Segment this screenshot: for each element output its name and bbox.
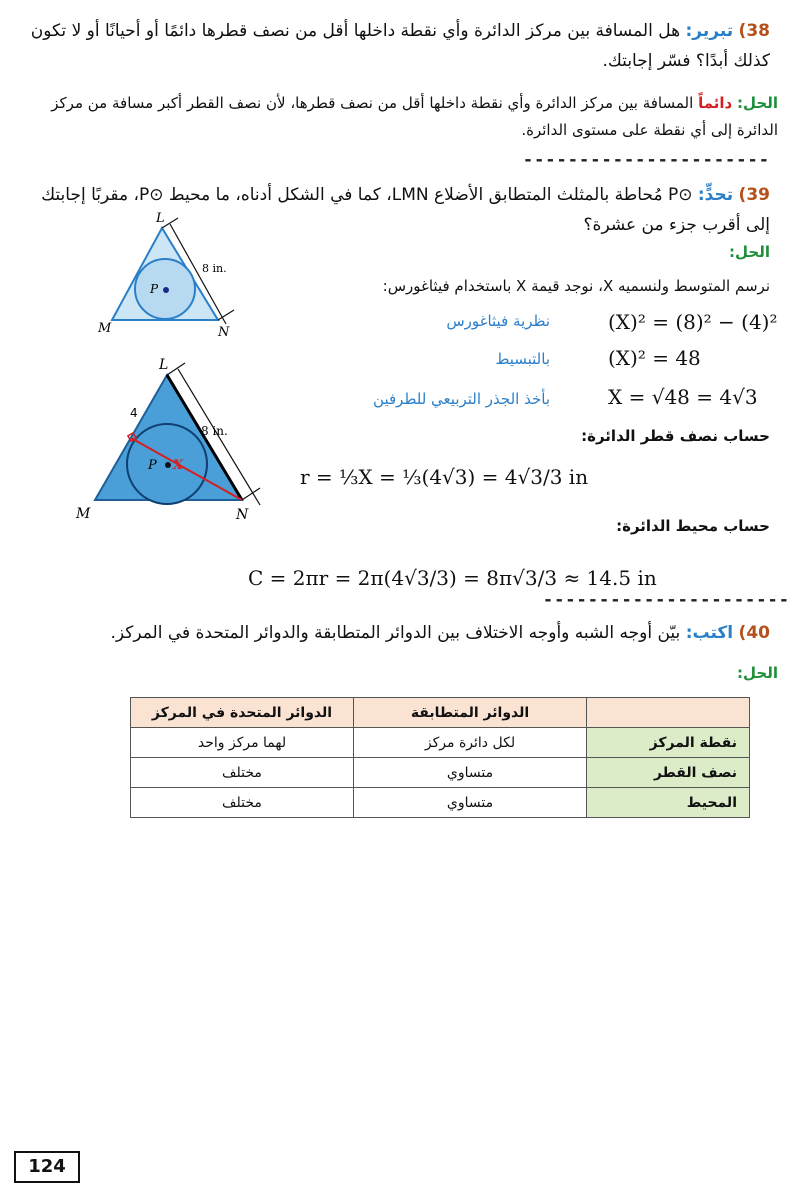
label-M: M xyxy=(98,321,112,336)
label-P: P xyxy=(150,282,159,296)
circumference-expression: C = 2πr = 2π(4√3/3) = 8π√3/3 ≈ 14.5 in xyxy=(248,566,657,590)
question-text: بيّن أوجه الشبه وأوجه الاختلاف بين الدوائر المتطابقة والدوائر المتحدة في المركز. xyxy=(110,623,681,643)
step-expression: (X)² = 48 xyxy=(608,346,701,370)
question-text: ⊙P مُحاطة بالمثلث المتطابق الأضلاع LMN، كما في الشكل أدناه، ما محيط ⊙P، مقربًا إجابتك إلى أقرب جزء من عشرة؟ xyxy=(41,185,770,235)
label-half: 4 xyxy=(130,406,138,420)
question-number: 40) xyxy=(738,623,770,643)
table-row xyxy=(131,728,750,758)
comparison-table xyxy=(130,697,750,818)
question-number: 39) xyxy=(738,185,770,205)
circumference-title: حساب محيط الدائرة: xyxy=(616,517,770,535)
table-header-cell xyxy=(587,698,750,728)
label-N: N xyxy=(218,325,230,340)
radius-title: حساب نصف قطر الدائرة: xyxy=(581,427,770,445)
radius-expression: r = ⅓X = ⅓(4√3) = 4√3/3 in xyxy=(300,465,589,489)
table-cell: لهما مركز واحد xyxy=(131,728,354,758)
row-header: نصف القطر xyxy=(587,758,750,788)
row-header: المحيط xyxy=(587,788,750,818)
table-header-cell: الدوائر المتطابقة xyxy=(354,698,587,728)
question-40 xyxy=(30,618,770,648)
table-row xyxy=(131,758,750,788)
question-number: 38) xyxy=(738,21,770,41)
table-cell: لكل دائرة مركز xyxy=(354,728,587,758)
question-tag: اكتب: xyxy=(685,623,734,643)
solution-label-39: الحل: xyxy=(729,243,770,261)
label-X: X xyxy=(173,458,184,473)
separator-2: ---------------------- xyxy=(542,590,790,610)
step-expression: X = √48 = 4√3 xyxy=(608,385,758,409)
question-tag: تحدٍّ: xyxy=(697,185,734,205)
triangle-figure-large xyxy=(70,355,270,525)
label-L: L xyxy=(159,357,169,373)
separator-1: ---------------------- xyxy=(522,150,770,170)
step-reason: نظرية فيثاغورس xyxy=(446,312,550,330)
table-row xyxy=(131,788,750,818)
label-M: M xyxy=(76,506,91,522)
question-tag: تبرير: xyxy=(685,21,734,41)
label-side: 8 in. xyxy=(202,262,227,275)
label-N: N xyxy=(236,507,249,523)
step-reason: بالتبسيط xyxy=(495,350,550,368)
center-point xyxy=(165,462,171,468)
solution-intro: نرسم المتوسط ولنسميه X، نوجد قيمة X باستخدام فيثاغورس: xyxy=(382,277,770,295)
step-expression: (X)² = (8)² − (4)² xyxy=(608,310,778,334)
table-cell: متساوي xyxy=(354,788,587,818)
label-L: L xyxy=(156,211,165,226)
solution-text: المسافة بين مركز الدائرة وأي نقطة داخلها أقل من نصف قطرها، لأن نصف القطر أكبر مسافة من مركز الدائرة إلى أي نقطة على مستوى الدائرة. xyxy=(51,94,778,139)
center-point xyxy=(163,287,169,293)
row-header: نقطة المركز xyxy=(587,728,750,758)
triangle-figure-small xyxy=(90,210,270,345)
solution-label-40: الحل: xyxy=(737,664,778,682)
answer-word: دائماً xyxy=(698,94,733,112)
table-header-cell: الدوائر المتحدة في المركز xyxy=(131,698,354,728)
label-P: P xyxy=(148,458,157,473)
table-cell: مختلف xyxy=(131,758,354,788)
table-header-row xyxy=(131,698,750,728)
solution-label: الحل: xyxy=(737,94,778,112)
label-side: 8 in. xyxy=(201,424,228,438)
table-cell: مختلف xyxy=(131,788,354,818)
question-38 xyxy=(30,16,770,76)
solution-38 xyxy=(18,90,778,144)
table-cell: متساوي xyxy=(354,758,587,788)
question-text: هل المسافة بين مركز الدائرة وأي نقطة داخلها أقل من نصف قطرها دائمًا أو أحيانًا أو لا تكون كذلك أبدًا؟ فسّر إجابتك. xyxy=(30,21,770,71)
page-number: 124 xyxy=(14,1151,80,1183)
step-reason: بأخذ الجذر التربيعي للطرفين xyxy=(373,390,550,408)
